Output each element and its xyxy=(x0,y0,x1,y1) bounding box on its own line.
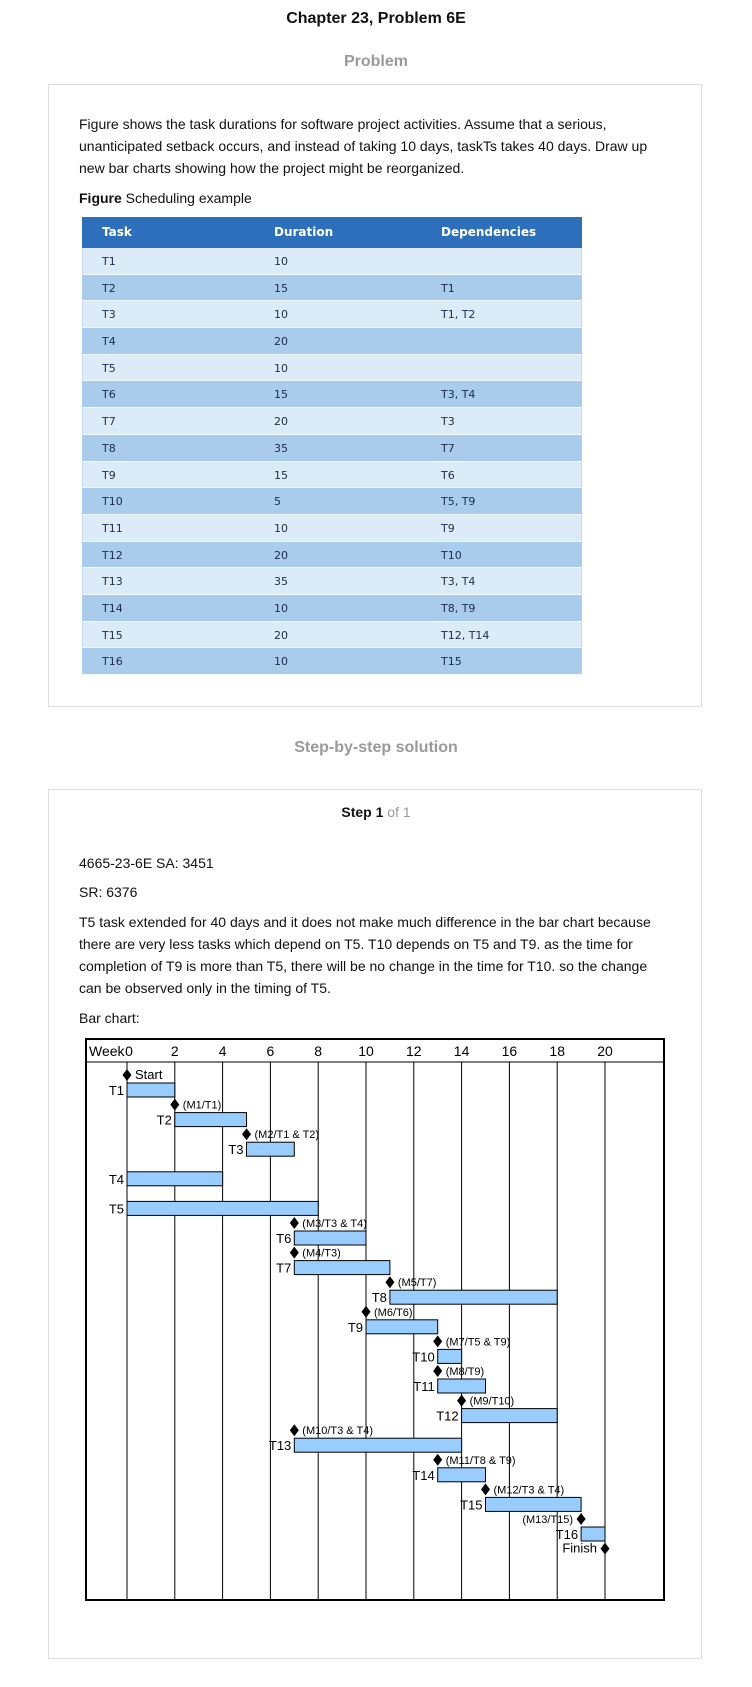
task-label: T14 xyxy=(412,1467,435,1483)
task-bar xyxy=(294,1231,366,1245)
milestone-marker xyxy=(290,1217,299,1229)
tick-label: 6 xyxy=(266,1043,275,1059)
table-row xyxy=(82,595,582,622)
tick-label: 14 xyxy=(453,1043,470,1059)
cell-duration: 20 xyxy=(274,415,288,429)
milestone-marker xyxy=(601,1543,610,1555)
tick-label: 10 xyxy=(358,1043,374,1059)
milestone-marker xyxy=(577,1513,586,1525)
table-row xyxy=(82,248,582,275)
milestone-label: (M9/T10) xyxy=(469,1395,515,1408)
cell-dependencies: T7 xyxy=(441,441,455,455)
milestone-label: (M6/T6) xyxy=(374,1306,413,1319)
table-row xyxy=(82,301,582,328)
task-label: T13 xyxy=(268,1438,292,1454)
table-row xyxy=(82,568,582,595)
header-duration: Duration xyxy=(274,225,334,239)
tick-label: 0 xyxy=(125,1043,133,1059)
milestone-marker xyxy=(385,1276,394,1288)
milestone-label: (M3/T3 & T4) xyxy=(302,1218,367,1230)
cell-task: T3 xyxy=(102,308,116,322)
solution-line-2: SR: 6376 xyxy=(79,884,138,900)
milestone-label: (M1/T1) xyxy=(182,1099,222,1112)
tick-label: 12 xyxy=(406,1043,422,1059)
task-label: T9 xyxy=(347,1319,363,1335)
table-row xyxy=(82,328,582,355)
cell-dependencies: T3, T4 xyxy=(441,388,476,402)
table-row xyxy=(82,542,582,569)
milestone-label: (M5/T7) xyxy=(397,1277,437,1290)
task-bar xyxy=(486,1497,582,1511)
task-table-body xyxy=(82,248,582,675)
tick-label: 16 xyxy=(501,1043,518,1059)
task-label: T2 xyxy=(156,1112,172,1128)
problem-text: Figure shows the task durations for software project activities. Assume that a serious, unanticipated setback occurs, and instead of taking 10 days, taskTs takes 40 days. Draw up new bar charts showing how the project might be reorganized. xyxy=(79,116,648,176)
cell-dependencies: T1, T2 xyxy=(441,308,476,322)
step-header xyxy=(49,804,703,820)
header-task: Task xyxy=(102,225,132,239)
cell-task: T7 xyxy=(102,415,116,429)
cell-dependencies: T10 xyxy=(441,548,462,562)
cell-duration: 10 xyxy=(274,308,288,322)
cell-dependencies: T15 xyxy=(441,655,462,669)
cell-task: T13 xyxy=(102,575,123,589)
milestone-marker xyxy=(170,1099,179,1111)
milestone-label: (M11/T8 & T9) xyxy=(445,1454,516,1467)
milestone-marker xyxy=(433,1335,442,1347)
milestone-label: (M4/T3) xyxy=(302,1247,341,1260)
task-bar xyxy=(462,1409,558,1423)
task-bar xyxy=(127,1172,223,1186)
cell-dependencies: T12, T14 xyxy=(441,628,490,642)
cell-task: T6 xyxy=(102,388,116,402)
table-row xyxy=(82,515,582,542)
milestone-label: (M10/T3 & T4) xyxy=(302,1425,374,1438)
step-of: of 1 xyxy=(387,804,411,820)
task-bar xyxy=(175,1113,247,1127)
cell-duration: 20 xyxy=(274,335,288,349)
task-bar xyxy=(438,1468,486,1482)
milestone-marker xyxy=(123,1069,132,1081)
cell-dependencies: T8, T9 xyxy=(441,601,476,615)
cell-task: T12 xyxy=(102,548,123,562)
cell-duration: 10 xyxy=(274,601,288,615)
task-bar xyxy=(294,1438,461,1452)
task-label: T7 xyxy=(276,1260,292,1276)
cell-task: T9 xyxy=(102,468,116,482)
milestone-marker xyxy=(433,1365,442,1377)
table-row xyxy=(82,488,582,515)
milestone-marker xyxy=(290,1247,299,1259)
solution-card xyxy=(48,789,702,1659)
table-row xyxy=(82,408,582,435)
tick-label: 2 xyxy=(170,1043,179,1059)
cell-duration: 15 xyxy=(274,388,288,402)
cell-duration: 35 xyxy=(274,441,288,455)
cell-duration: 10 xyxy=(274,255,288,268)
task-label: T4 xyxy=(108,1171,124,1187)
tick-label: 8 xyxy=(314,1043,323,1059)
solution-heading: Step-by-step solution xyxy=(294,739,458,756)
task-bar xyxy=(366,1320,438,1334)
step-label: Step 1 xyxy=(341,804,384,820)
cell-duration: 10 xyxy=(274,361,288,375)
task-bar xyxy=(127,1083,175,1097)
cell-task: T15 xyxy=(102,628,123,642)
cell-task: T10 xyxy=(102,495,123,509)
cell-task: T2 xyxy=(102,281,116,295)
milestone-label: (M7/T5 & T9) xyxy=(445,1336,511,1349)
solution-line-1: 4665-23-6E SA: 3451 xyxy=(79,855,214,871)
problem-card xyxy=(48,84,702,707)
task-label: T8 xyxy=(371,1290,387,1306)
cell-duration: 5 xyxy=(274,495,281,509)
table-row xyxy=(82,622,582,649)
cell-duration: 20 xyxy=(274,548,288,562)
header-dependencies: Dependencies xyxy=(441,225,537,239)
milestone-label: (M2/T1 & T2) xyxy=(254,1129,320,1142)
table-row xyxy=(82,275,582,302)
gantt-chart xyxy=(85,1038,665,1601)
task-table-header xyxy=(82,217,582,248)
cell-dependencies: T9 xyxy=(441,521,455,535)
axis-label: Week xyxy=(89,1043,125,1059)
task-bar xyxy=(127,1201,318,1215)
milestone-marker xyxy=(242,1128,251,1140)
task-bar xyxy=(390,1290,557,1304)
tick-label: 4 xyxy=(218,1043,227,1059)
milestone-marker xyxy=(481,1483,490,1495)
problem-heading: Problem xyxy=(343,53,408,70)
table-row xyxy=(82,355,582,382)
cell-duration: 15 xyxy=(274,468,288,482)
cell-duration: 20 xyxy=(274,628,288,642)
task-label: T3 xyxy=(228,1142,244,1158)
milestone-marker xyxy=(457,1395,466,1407)
milestone-marker xyxy=(290,1424,299,1436)
figure-label: Figure xyxy=(79,190,122,206)
task-label: T16 xyxy=(555,1527,579,1542)
milestone-label: (M8/T9) xyxy=(445,1366,485,1378)
cell-dependencies: T6 xyxy=(441,468,455,482)
cell-task: T8 xyxy=(102,441,116,455)
table-row xyxy=(82,381,582,408)
task-label: T5 xyxy=(108,1201,124,1217)
task-bar xyxy=(581,1527,605,1541)
task-label: T10 xyxy=(412,1349,435,1365)
task-bar xyxy=(438,1379,486,1393)
cell-duration: 10 xyxy=(274,655,288,669)
milestone-label: Start xyxy=(135,1067,163,1082)
cell-dependencies: T3, T4 xyxy=(441,575,476,589)
cell-duration: 35 xyxy=(274,575,288,589)
bar-chart-label: Bar chart: xyxy=(79,1010,140,1026)
milestone-marker xyxy=(433,1454,442,1466)
cell-dependencies: T1 xyxy=(441,281,455,295)
tick-label: 18 xyxy=(549,1043,565,1059)
tick-label: 20 xyxy=(597,1043,613,1059)
milestone-label: (M12/T3 & T4) xyxy=(493,1484,565,1497)
solution-explanation: T5 task extended for 40 days and it does not make much difference in the bar chart because there are very less tasks which depend on T5. T10 depends on T5 and T9. as the time for completion of T9 is more than T5, there will be no change in the time for T10. so the change can be observed only in the timing of T5. xyxy=(79,914,651,996)
task-label: T15 xyxy=(460,1497,483,1513)
figure-caption xyxy=(79,187,669,209)
table-row xyxy=(82,462,582,489)
cell-duration: 15 xyxy=(274,281,288,295)
task-label: T11 xyxy=(413,1379,435,1394)
figure-caption-text: Scheduling example xyxy=(125,190,252,206)
cell-duration: 10 xyxy=(274,521,288,535)
cell-task: T4 xyxy=(102,335,116,349)
cell-task: T1 xyxy=(102,255,116,268)
table-row xyxy=(82,648,582,675)
task-label: T12 xyxy=(436,1408,459,1424)
cell-task: T14 xyxy=(102,601,123,615)
cell-task: T11 xyxy=(102,521,123,535)
task-bar xyxy=(294,1261,390,1275)
cell-dependencies: T5, T9 xyxy=(441,495,476,509)
table-row xyxy=(82,435,582,462)
cell-task: T16 xyxy=(102,655,123,669)
task-label: T1 xyxy=(108,1083,124,1098)
milestone-marker xyxy=(362,1306,371,1318)
gantt-svg xyxy=(87,1040,663,1599)
cell-task: T5 xyxy=(102,361,116,375)
page-title: Chapter 23, Problem 6E xyxy=(286,10,466,27)
task-bar xyxy=(247,1142,295,1156)
task-label: T6 xyxy=(276,1231,292,1246)
milestone-label: Finish xyxy=(562,1540,597,1556)
cell-dependencies: T3 xyxy=(441,415,455,429)
task-table xyxy=(82,217,582,675)
milestone-label: (M13/T15) xyxy=(522,1514,574,1526)
task-bar xyxy=(438,1349,462,1363)
